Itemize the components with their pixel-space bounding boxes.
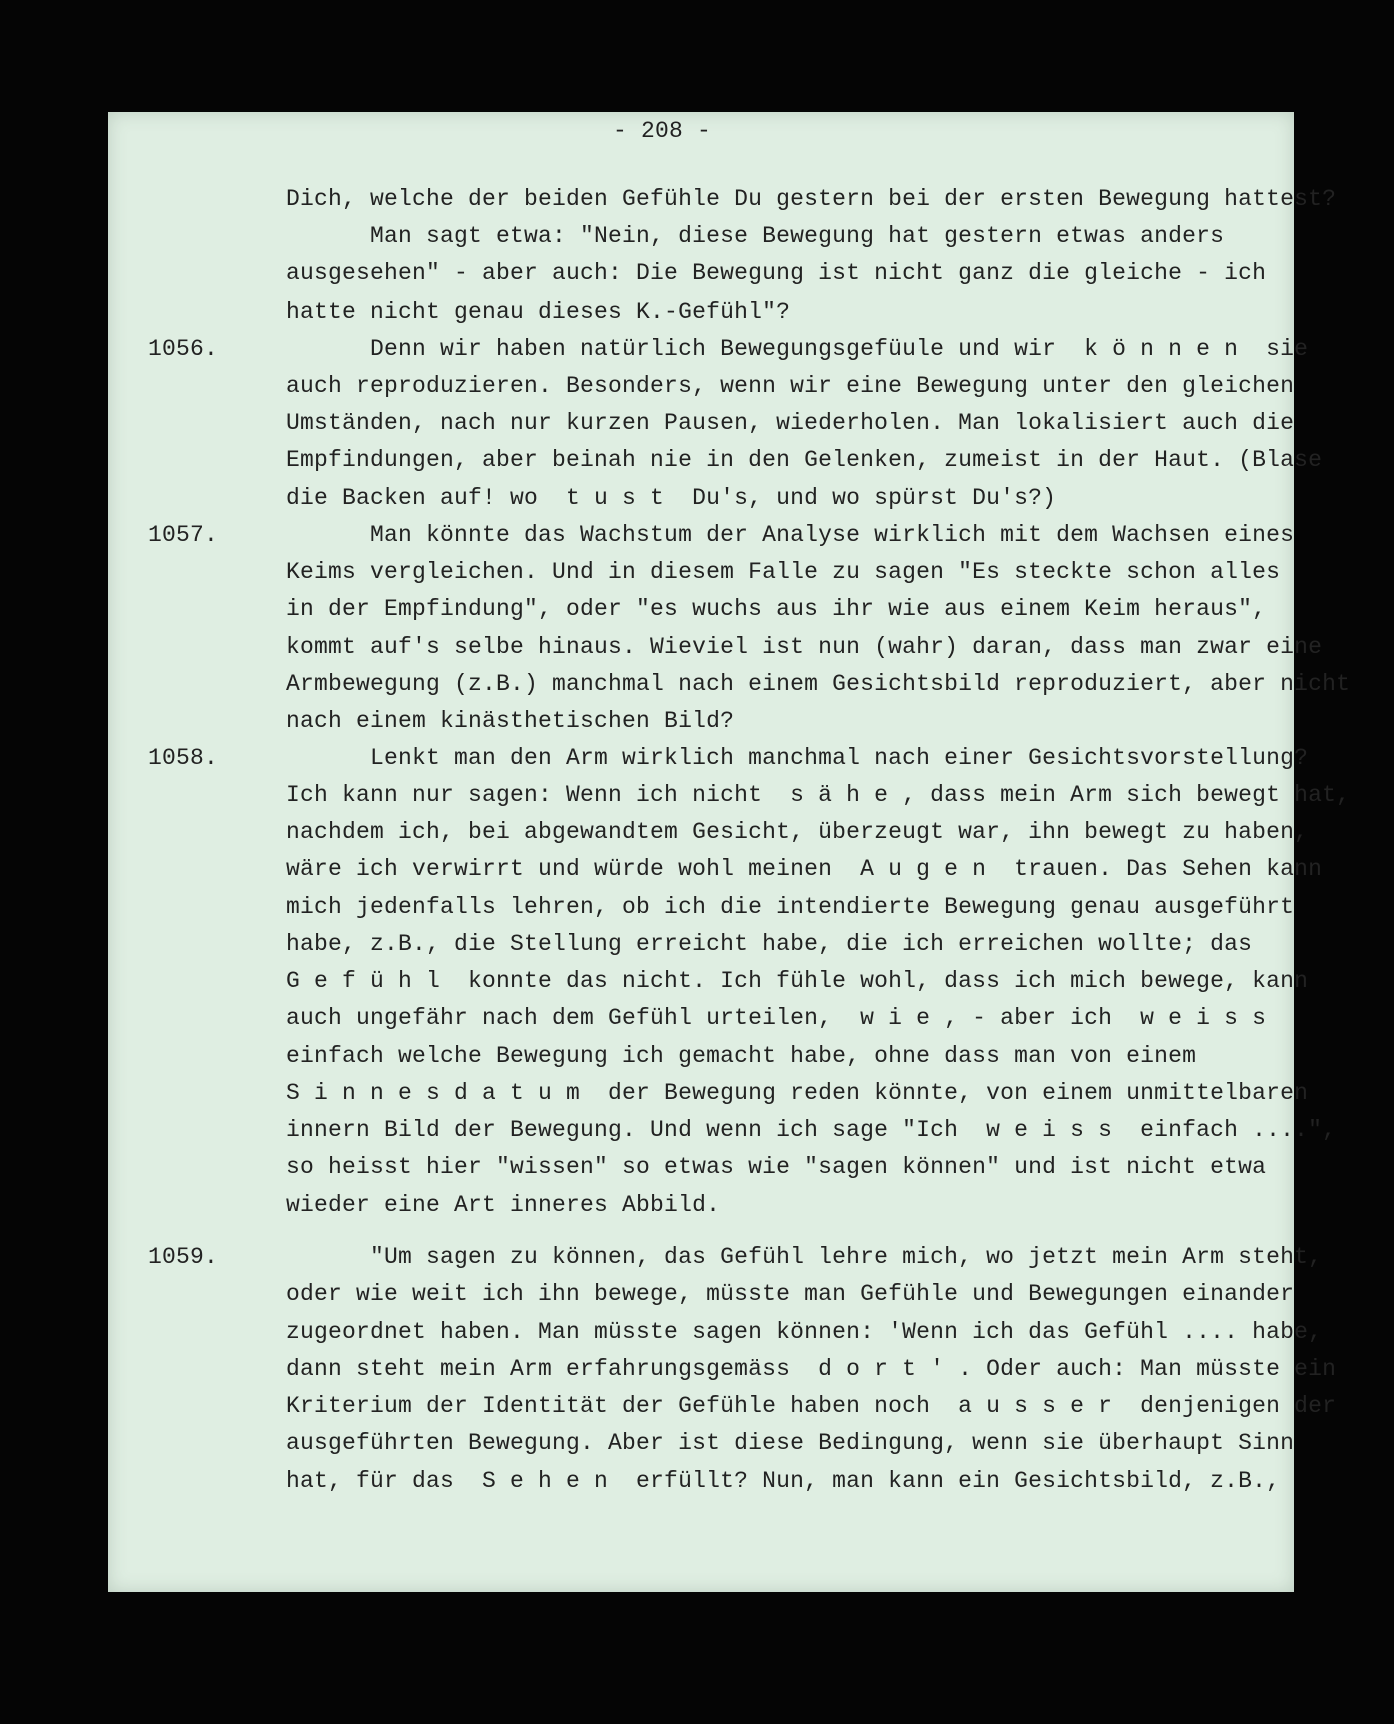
paragraph-number: 1057.	[148, 522, 219, 548]
text-line: in der Empfindung", oder "es wuchs aus ihr wie aus einem Keim heraus",	[286, 596, 1267, 622]
paragraph-number: 1056.	[148, 336, 219, 362]
text-line: G e f ü h l konnte das nicht. Ich fühle wohl, dass ich mich bewege, kann	[286, 968, 1309, 994]
text-line: wieder eine Art inneres Abbild.	[286, 1192, 721, 1218]
text-line: S i n n e s d a t u m der Bewegung reden könnte, von einem unmittelbaren	[286, 1080, 1309, 1106]
text-line: dann steht mein Arm erfahrungsgemäss d o r t ' . Oder auch: Man müsste ein	[286, 1356, 1337, 1382]
text-line: hatte nicht genau dieses K.-Gefühl"?	[286, 299, 791, 325]
text-line: habe, z.B., die Stellung erreicht habe, die ich erreichen wollte; das	[286, 931, 1253, 957]
text-line: Armbewegung (z.B.) manchmal nach einem Gesichtsbild reproduziert, aber nicht	[286, 671, 1351, 697]
text-line: "Um sagen zu können, das Gefühl lehre mich, wo jetzt mein Arm steht,	[286, 1244, 1323, 1270]
paragraph-number: 1058.	[148, 745, 219, 771]
text-line: Man sagt etwa: "Nein, diese Bewegung hat gestern etwas anders	[286, 223, 1225, 249]
text-line: ausgeführten Bewegung. Aber ist diese Bedingung, wenn sie überhaupt Sinn	[286, 1430, 1295, 1456]
text-line: Kriterium der Identität der Gefühle haben noch a u s s e r denjenigen der	[286, 1393, 1337, 1419]
text-line: ausgesehen" - aber auch: Die Bewegung ist nicht ganz die gleiche - ich	[286, 260, 1267, 286]
text-line: Man könnte das Wachstum der Analyse wirklich mit dem Wachsen eines	[286, 522, 1295, 548]
text-line: Dich, welche der beiden Gefühle Du gestern bei der ersten Bewegung hattest?	[286, 186, 1337, 212]
text-line: Lenkt man den Arm wirklich manchmal nach einer Gesichtsvorstellung?	[286, 745, 1309, 771]
text-line: wäre ich verwirrt und würde wohl meinen A u g e n trauen. Das Sehen kann	[286, 856, 1323, 882]
text-line: mich jedenfalls lehren, ob ich die intendierte Bewegung genau ausgeführt	[286, 894, 1295, 920]
text-line: hat, für das S e h e n erfüllt? Nun, man kann ein Gesichtsbild, z.B.,	[286, 1468, 1281, 1494]
text-line: Empfindungen, aber beinah nie in den Gelenken, zumeist in der Haut. (Blase	[286, 447, 1323, 473]
text-line: innern Bild der Bewegung. Und wenn ich sage "Ich w e i s s einfach ....",	[286, 1117, 1337, 1143]
text-line: Ich kann nur sagen: Wenn ich nicht s ä h e , dass mein Arm sich bewegt hat,	[286, 782, 1351, 808]
page-number: - 208 -	[613, 118, 712, 144]
text-line: die Backen auf! wo t u s t Du's, und wo spürst Du's?)	[286, 485, 1057, 511]
text-line: nach einem kinästhetischen Bild?	[286, 708, 735, 734]
typescript-page	[108, 112, 1351, 1592]
text-line: oder wie weit ich ihn bewege, müsste man Gefühle und Bewegungen einander	[286, 1281, 1295, 1307]
text-line: kommt auf's selbe hinaus. Wieviel ist nun (wahr) daran, dass man zwar eine	[286, 634, 1323, 660]
text-line: Umständen, nach nur kurzen Pausen, wiederholen. Man lokalisiert auch die	[286, 410, 1295, 436]
text-line: zugeordnet haben. Man müsste sagen können: 'Wenn ich das Gefühl .... habe,	[286, 1319, 1323, 1345]
paragraph-number: 1059.	[148, 1244, 219, 1270]
text-line: nachdem ich, bei abgewandtem Gesicht, überzeugt war, ihn bewegt zu haben,	[286, 819, 1309, 845]
text-line: Denn wir haben natürlich Bewegungsgefüule und wir k ö n n e n sie	[286, 336, 1309, 362]
text-line: so heisst hier "wissen" so etwas wie "sagen können" und ist nicht etwa	[286, 1154, 1267, 1180]
text-line: einfach welche Bewegung ich gemacht habe, ohne dass man von einem	[286, 1043, 1197, 1069]
text-line: auch ungefähr nach dem Gefühl urteilen, w i e , - aber ich w e i s s	[286, 1005, 1267, 1031]
text-line: Keims vergleichen. Und in diesem Falle zu sagen "Es steckte schon alles	[286, 559, 1281, 585]
text-line: auch reproduzieren. Besonders, wenn wir eine Bewegung unter den gleichen	[286, 373, 1295, 399]
